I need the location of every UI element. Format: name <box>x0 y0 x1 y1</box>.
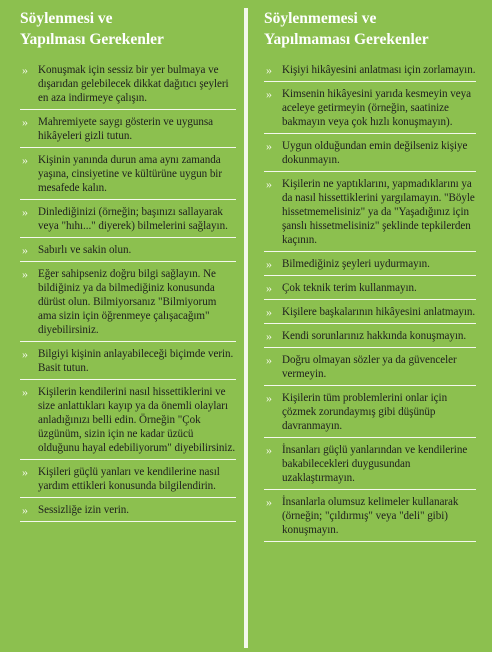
bullet-icon: » <box>22 503 28 517</box>
dos-title-line1: Söylenmesi ve <box>20 10 113 27</box>
list-item <box>264 62 476 82</box>
dos-title-line2: Yapılması Gerekenler <box>20 31 164 48</box>
list-item-text: Mahremiyete saygı gösterin ve uygunsa hikâyeleri gizli tutun. <box>38 116 213 142</box>
bullet-icon: » <box>266 495 272 509</box>
list-item <box>264 256 476 276</box>
list-item <box>20 204 236 238</box>
list-item-text: İnsanlarla olumsuz kelimeler kullanarak (örneğin; "çıldırmış" veya "deli" gibi) konuşmayın. <box>282 496 459 536</box>
donts-title <box>264 8 476 54</box>
list-item <box>20 62 236 110</box>
bullet-icon: » <box>266 305 272 319</box>
list-item <box>264 138 476 172</box>
list-item-text: İnsanları güçlü yanlarından ve kendilerine bakabilecekleri duygusundan uzaklaştırmayın. <box>282 444 468 484</box>
list-item <box>20 502 236 522</box>
dos-title <box>20 8 236 54</box>
list-item <box>264 328 476 348</box>
list-item <box>20 384 236 460</box>
list-item <box>264 390 476 438</box>
list-item <box>20 346 236 380</box>
list-item <box>20 266 236 342</box>
bullet-icon: » <box>22 267 28 281</box>
list-item <box>20 114 236 148</box>
list-item-text: Eğer sahipseniz doğru bilgi sağlayın. Ne bildiğiniz ya da bilmediğiniz konusunda dürüst olun. Bilmiyorsanız "Bilmiyorum ama sizin için öğrenmeye çalışacağım" diyebilirsiniz. <box>38 268 217 336</box>
list-item <box>20 242 236 262</box>
list-item-text: Bilmediğiniz şeyleri uydurmayın. <box>282 258 430 270</box>
bullet-icon: » <box>266 281 272 295</box>
bullet-icon: » <box>22 153 28 167</box>
bullet-icon: » <box>266 353 272 367</box>
bullet-icon: » <box>266 329 272 343</box>
bullet-icon: » <box>266 257 272 271</box>
list-item-text: Sessizliğe izin verin. <box>38 504 130 516</box>
list-item <box>20 152 236 200</box>
list-item-text: Kişilere başkalarının hikâyesini anlatmayın. <box>282 306 476 318</box>
bullet-icon: » <box>266 139 272 153</box>
list-item <box>264 304 476 324</box>
list-item-text: Bilgiyi kişinin anlayabileceği biçimde verin. Basit tutun. <box>38 348 234 374</box>
list-item-text: Kişilerin tüm problemlerini onlar için çözmek zorundaymış gibi düşünüp davranmayın. <box>282 392 448 432</box>
bullet-icon: » <box>266 177 272 191</box>
list-item <box>264 86 476 134</box>
bullet-icon: » <box>22 115 28 129</box>
list-item-text: Kimsenin hikâyesini yarıda kesmeyin veya aceleye getirmeyin (örneğin, saatinize bakmayın veya çok hızlı konuşmayın). <box>282 88 472 128</box>
column-divider <box>244 8 248 648</box>
donts-title-line1: Söylenmemesi ve <box>264 10 377 27</box>
list-item <box>264 494 476 542</box>
bullet-icon: » <box>22 205 28 219</box>
donts-list <box>264 62 476 542</box>
list-item-text: Çok teknik terim kullanmayın. <box>282 282 417 294</box>
list-item-text: Doğru olmayan sözler ya da güvenceler vermeyin. <box>282 354 457 380</box>
dos-column <box>20 8 236 526</box>
list-item <box>264 352 476 386</box>
donts-title-line2: Yapılmaması Gerekenler <box>264 31 429 48</box>
bullet-icon: » <box>22 243 28 257</box>
list-item-text: Uygun olduğundan emin değilseniz kişiye dokunmayın. <box>282 140 468 166</box>
bullet-icon: » <box>22 385 28 399</box>
list-item <box>264 442 476 490</box>
bullet-icon: » <box>22 347 28 361</box>
list-item-text: Kişilerin kendilerini nasıl hissettiklerini ve sizе anlattıkları kayıp ya da önemli olayları anladığınızı belli edin. Örneğin "Çok üzgünüm, sizin için ne kadar üzücü olduğunu hayal edebiliyorum" diyebilirsiniz. <box>38 386 236 454</box>
list-item-text: Dinlediğinizi (örneğin; başınızı sallayarak veya "hıhı..." diyerek) bilmelerini sağlayın. <box>38 206 228 232</box>
list-item-text: Konuşmak için sessiz bir yer bulmaya ve dışarıdan gelebilecek dikkat dağıtıcı şeyleri en aza indirmeye çalışın. <box>38 64 229 104</box>
list-item-text: Kendi sorunlarınız hakkında konuşmayın. <box>282 330 467 342</box>
bullet-icon: » <box>266 443 272 457</box>
list-item <box>264 280 476 300</box>
bullet-icon: » <box>22 63 28 77</box>
donts-column <box>264 8 476 546</box>
list-item-text: Kişilerin ne yaptıklarını, yapmadıklarını ya da nasıl hissettiklerini yargılamayın. "Böyle hissetmemelisiniz" ya da "Yaşadığınız için şanslı hissetmelisiniz" şeklinde tepkilerden kaçının. <box>282 178 475 246</box>
list-item-text: Sabırlı ve sakin olun. <box>38 244 132 256</box>
list-item <box>20 464 236 498</box>
bullet-icon: » <box>266 63 272 77</box>
list-item-text: Kişileri güçlü yanları ve kendilerine nasıl yardım ettikleri konusunda bilgilendirin. <box>38 466 220 492</box>
list-item-text: Kişinin yanında durun ama aynı zamanda yaşına, cinsiyetine ve kültürüne uygun bir mesafede kalın. <box>38 154 222 194</box>
bullet-icon: » <box>266 391 272 405</box>
list-item-text: Kişiyi hikâyesini anlatması için zorlamayın. <box>282 64 476 76</box>
bullet-icon: » <box>266 87 272 101</box>
list-item <box>264 176 476 252</box>
bullet-icon: » <box>22 465 28 479</box>
dos-list <box>20 62 236 522</box>
